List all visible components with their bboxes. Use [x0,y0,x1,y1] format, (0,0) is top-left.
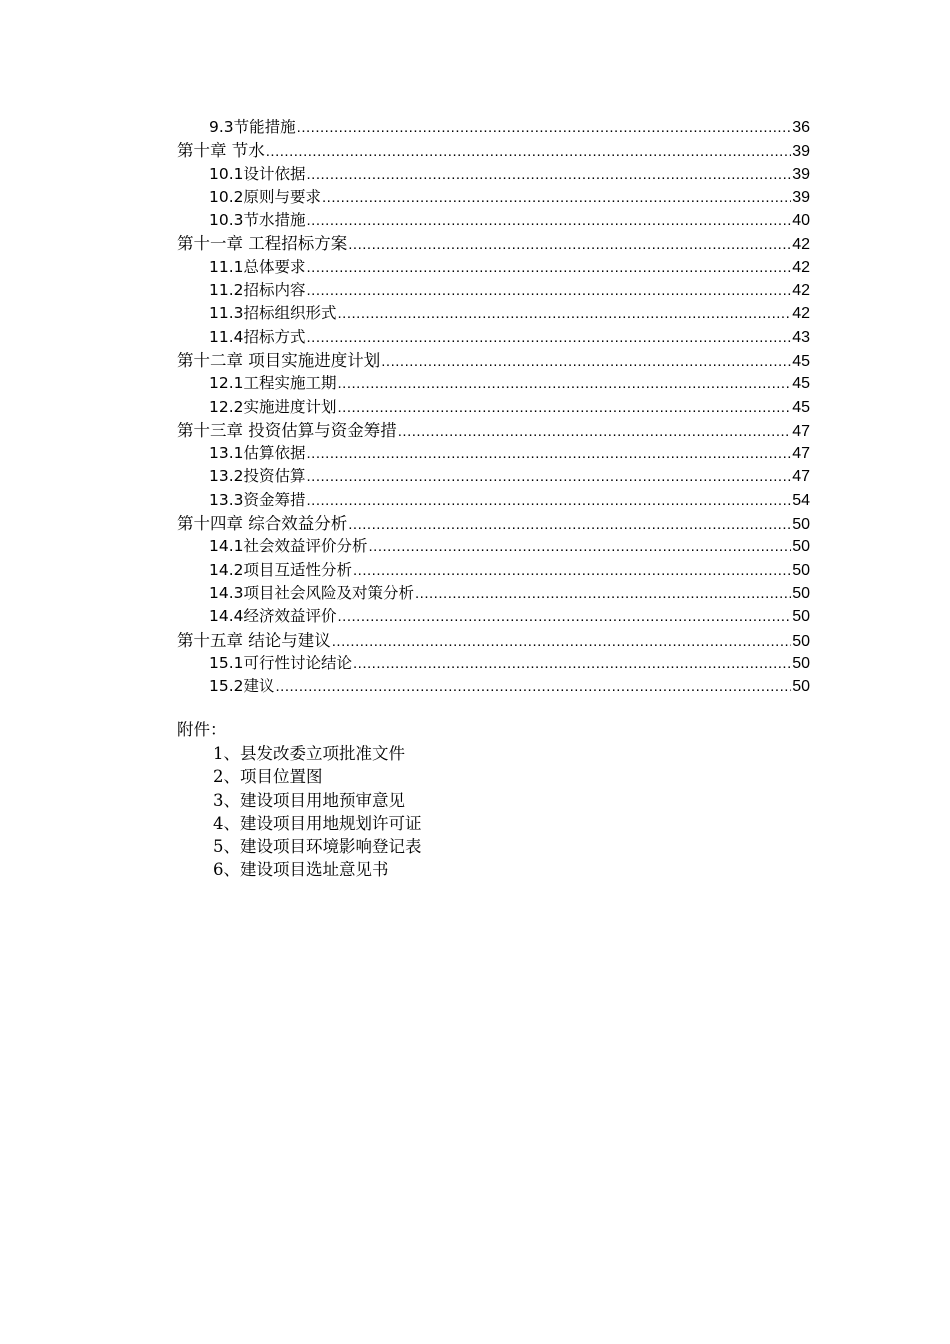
toc-dot-leader [307,442,792,465]
toc-page-number: 42 [792,258,810,276]
toc-dot-leader [353,559,791,582]
attachment-item: 3、建设项目用地预审意见 [213,790,405,810]
toc-page-number: 50 [792,561,810,579]
toc-entry-label: 9.3节能措施 [209,118,296,136]
attachments-list [177,742,422,882]
toc-section-entry[interactable] [177,372,810,395]
toc-chapter-entry[interactable] [177,139,810,162]
toc-page-number: 50 [792,654,810,672]
toc-entry-label: 13.1估算依据 [209,444,306,463]
toc-dot-leader [276,675,792,698]
toc-dot-leader [307,326,792,349]
toc-section-entry[interactable] [177,186,810,209]
toc-dot-leader [398,420,791,443]
toc-entry-label: 第十章 节水 [177,141,265,161]
toc-entry-label: 11.2招标内容 [209,281,306,300]
toc-chapter-entry[interactable] [177,349,810,372]
toc-dot-leader [415,582,791,605]
toc-page-number: 45 [792,398,810,416]
toc-page-number: 42 [792,282,810,300]
toc-section-entry[interactable] [177,582,810,605]
toc-section-entry[interactable] [177,209,810,232]
toc-dot-leader [338,302,792,325]
toc-section-entry[interactable] [177,675,810,698]
toc-entry-label: 13.2投资估算 [209,467,306,486]
toc-page-number: 50 [792,678,810,696]
attachment-item: 4、建设项目用地规划许可证 [213,813,422,833]
toc-dot-leader [307,256,792,279]
toc-section-entry[interactable] [177,163,810,186]
toc-page-number: 39 [792,165,810,183]
toc-section-entry[interactable] [177,256,810,279]
toc-section-entry[interactable] [177,465,810,488]
toc-page-number: 45 [792,352,810,370]
toc-entry-label: 10.2原则与要求 [209,187,322,206]
toc-entry-label: 11.4招标方式 [209,327,306,346]
toc-section-entry[interactable] [177,302,810,325]
toc-page-number: 50 [792,516,810,534]
toc-section-entry[interactable] [177,559,810,582]
toc-dot-leader [297,116,792,139]
toc-entry-label: 10.3节水措施 [209,211,306,230]
toc-entry-label: 14.1社会效益评价分析 [209,537,368,556]
toc-section-entry[interactable] [177,605,810,628]
toc-dot-leader [322,186,791,209]
table-of-contents [177,116,810,698]
toc-dot-leader [348,233,791,256]
toc-page-number: 36 [792,119,810,136]
toc-section-entry[interactable] [177,116,810,139]
toc-dot-leader [348,513,791,536]
attachments-section [177,718,422,882]
toc-dot-leader [307,279,792,302]
toc-dot-leader [307,163,792,186]
toc-dot-leader [338,396,792,419]
toc-entry-label: 10.1设计依据 [209,164,306,183]
toc-dot-leader [307,465,792,488]
attachments-heading: 附件： [177,720,227,739]
toc-entry-label: 第十二章 项目实施进度计划 [177,350,381,370]
toc-section-entry[interactable] [177,326,810,349]
attachment-item: 5、建设项目环境影响登记表 [213,837,422,857]
toc-entry-label: 13.3资金筹措 [209,490,306,509]
toc-page-number: 42 [792,305,810,323]
toc-page-number: 47 [792,468,810,486]
toc-page-number: 50 [792,584,810,602]
toc-section-entry[interactable] [177,396,810,419]
toc-page-number: 47 [792,422,810,440]
toc-dot-leader [338,605,792,628]
toc-entry-label: 15.2建议 [209,677,275,696]
toc-section-entry[interactable] [177,652,810,675]
toc-dot-leader [307,209,792,232]
toc-section-entry[interactable] [177,279,810,302]
toc-entry-label: 第十三章 投资估算与资金筹措 [177,420,397,440]
toc-section-entry[interactable] [177,535,810,558]
toc-page-number: 50 [792,632,810,650]
toc-entry-label: 15.1可行性讨论结论 [209,653,353,672]
toc-dot-leader [332,630,791,653]
toc-dot-leader [353,652,791,675]
toc-dot-leader [369,535,792,558]
toc-chapter-entry[interactable] [177,629,810,652]
toc-chapter-entry[interactable] [177,232,810,255]
toc-entry-label: 12.2实施进度计划 [209,397,337,416]
toc-entry-label: 12.1工程实施工期 [209,374,337,393]
toc-page-number: 40 [792,212,810,230]
toc-entry-label: 14.4经济效益评价 [209,607,337,626]
toc-page-number: 45 [792,375,810,393]
toc-page-number: 39 [792,188,810,206]
attachment-item: 2、项目位置图 [213,767,323,787]
toc-page-number: 47 [792,445,810,463]
toc-entry-label: 第十五章 结论与建议 [177,630,331,650]
toc-entry-label: 14.3项目社会风险及对策分析 [209,583,415,602]
toc-page-number: 50 [792,538,810,556]
toc-entry-label: 第十一章 工程招标方案 [177,234,348,254]
toc-dot-leader [338,372,792,395]
toc-section-entry[interactable] [177,489,810,512]
toc-page-number: 39 [792,143,810,161]
toc-page-number: 42 [792,236,810,254]
toc-section-entry[interactable] [177,442,810,465]
toc-dot-leader [307,489,792,512]
toc-chapter-entry[interactable] [177,419,810,442]
toc-entry-label: 14.2项目互适性分析 [209,560,353,579]
toc-entry-label: 11.3招标组织形式 [209,304,337,323]
toc-dot-leader [266,140,791,163]
toc-entry-label: 11.1总体要求 [209,257,306,276]
toc-page-number: 50 [792,608,810,626]
toc-chapter-entry[interactable] [177,512,810,535]
toc-page-number: 54 [792,491,810,509]
attachment-item: 1、县发改委立项批准文件 [213,744,405,763]
attachment-item: 6、建设项目选址意见书 [213,860,389,880]
toc-entry-label: 第十四章 综合效益分析 [177,514,348,534]
toc-page-number: 43 [792,328,810,346]
toc-dot-leader [381,350,791,373]
